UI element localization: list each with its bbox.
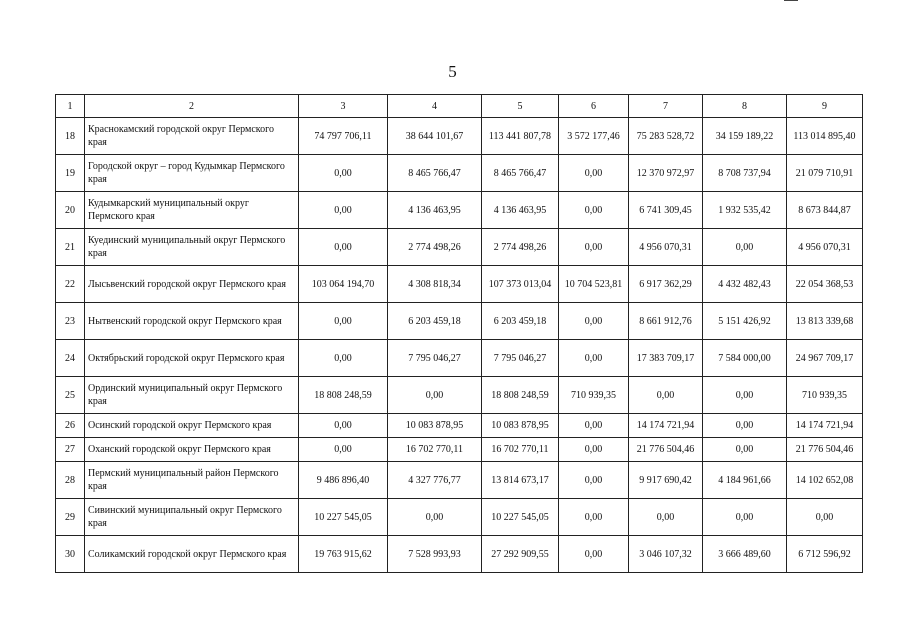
table-row	[56, 536, 863, 573]
value-col-5: 107 373 013,04	[482, 266, 559, 303]
table-row	[56, 462, 863, 499]
value-col-5: 4 136 463,95	[482, 192, 559, 229]
value-col-3: 0,00	[299, 414, 388, 438]
budget-table	[55, 94, 863, 573]
value-col-3: 18 808 248,59	[299, 377, 388, 414]
column-number: 3	[299, 95, 388, 118]
municipality-name: Куединский муниципальный округ Пермского края	[85, 229, 299, 266]
column-number: 4	[388, 95, 482, 118]
value-col-9: 6 712 596,92	[787, 536, 863, 573]
value-col-4: 38 644 101,67	[388, 118, 482, 155]
row-number: 20	[56, 192, 85, 229]
value-col-6: 10 704 523,81	[559, 266, 629, 303]
value-col-9: 4 956 070,31	[787, 229, 863, 266]
value-col-9: 14 102 652,08	[787, 462, 863, 499]
value-col-8: 0,00	[703, 499, 787, 536]
value-col-4: 2 774 498,26	[388, 229, 482, 266]
value-col-8: 7 584 000,00	[703, 340, 787, 377]
table-row	[56, 377, 863, 414]
value-col-5: 13 814 673,17	[482, 462, 559, 499]
table-row	[56, 340, 863, 377]
value-col-4: 8 465 766,47	[388, 155, 482, 192]
value-col-9: 113 014 895,40	[787, 118, 863, 155]
value-col-3: 0,00	[299, 303, 388, 340]
value-col-9: 13 813 339,68	[787, 303, 863, 340]
value-col-3: 0,00	[299, 438, 388, 462]
municipality-name: Городской округ – город Кудымкар Пермского края	[85, 155, 299, 192]
value-col-5: 16 702 770,11	[482, 438, 559, 462]
value-col-9: 8 673 844,87	[787, 192, 863, 229]
value-col-4: 4 308 818,34	[388, 266, 482, 303]
value-col-8: 4 184 961,66	[703, 462, 787, 499]
value-col-6: 0,00	[559, 499, 629, 536]
value-col-8: 0,00	[703, 414, 787, 438]
column-number: 8	[703, 95, 787, 118]
municipality-name: Пермский муниципальный район Пермского края	[85, 462, 299, 499]
table-row	[56, 438, 863, 462]
column-number: 2	[85, 95, 299, 118]
value-col-7: 9 917 690,42	[629, 462, 703, 499]
value-col-9: 0,00	[787, 499, 863, 536]
value-col-5: 27 292 909,55	[482, 536, 559, 573]
column-number: 9	[787, 95, 863, 118]
value-col-8: 34 159 189,22	[703, 118, 787, 155]
value-col-3: 0,00	[299, 340, 388, 377]
value-col-7: 17 383 709,17	[629, 340, 703, 377]
value-col-9: 14 174 721,94	[787, 414, 863, 438]
municipality-name: Осинский городской округ Пермского края	[85, 414, 299, 438]
municipality-name: Лысьвенский городской округ Пермского края	[85, 266, 299, 303]
value-col-5: 113 441 807,78	[482, 118, 559, 155]
value-col-7: 6 917 362,29	[629, 266, 703, 303]
value-col-8: 1 932 535,42	[703, 192, 787, 229]
value-col-3: 103 064 194,70	[299, 266, 388, 303]
column-number-row	[56, 95, 863, 118]
value-col-7: 4 956 070,31	[629, 229, 703, 266]
value-col-9: 21 079 710,91	[787, 155, 863, 192]
value-col-7: 21 776 504,46	[629, 438, 703, 462]
value-col-7: 14 174 721,94	[629, 414, 703, 438]
value-col-7: 8 661 912,76	[629, 303, 703, 340]
row-number: 24	[56, 340, 85, 377]
value-col-6: 0,00	[559, 303, 629, 340]
value-col-6: 0,00	[559, 438, 629, 462]
value-col-4: 4 327 776,77	[388, 462, 482, 499]
value-col-9: 21 776 504,46	[787, 438, 863, 462]
table-row	[56, 303, 863, 340]
value-col-3: 74 797 706,11	[299, 118, 388, 155]
value-col-8: 4 432 482,43	[703, 266, 787, 303]
value-col-6: 0,00	[559, 414, 629, 438]
value-col-4: 7 528 993,93	[388, 536, 482, 573]
value-col-5: 10 227 545,05	[482, 499, 559, 536]
table-row	[56, 192, 863, 229]
municipality-name: Оханский городской округ Пермского края	[85, 438, 299, 462]
municipality-name: Сивинский муниципальный округ Пермского края	[85, 499, 299, 536]
table-row	[56, 229, 863, 266]
value-col-5: 6 203 459,18	[482, 303, 559, 340]
value-col-4: 7 795 046,27	[388, 340, 482, 377]
municipality-name: Соликамский городской округ Пермского края	[85, 536, 299, 573]
table-row	[56, 155, 863, 192]
table-body	[56, 95, 863, 573]
value-col-9: 710 939,35	[787, 377, 863, 414]
value-col-6: 0,00	[559, 192, 629, 229]
value-col-5: 7 795 046,27	[482, 340, 559, 377]
row-number: 28	[56, 462, 85, 499]
row-number: 23	[56, 303, 85, 340]
column-number: 1	[56, 95, 85, 118]
value-col-3: 0,00	[299, 155, 388, 192]
value-col-4: 16 702 770,11	[388, 438, 482, 462]
value-col-6: 3 572 177,46	[559, 118, 629, 155]
value-col-3: 9 486 896,40	[299, 462, 388, 499]
column-number: 7	[629, 95, 703, 118]
municipality-name: Кудымкарский муниципальный округ Пермского края	[85, 192, 299, 229]
value-col-8: 8 708 737,94	[703, 155, 787, 192]
row-number: 21	[56, 229, 85, 266]
value-col-8: 0,00	[703, 377, 787, 414]
value-col-6: 0,00	[559, 536, 629, 573]
value-col-4: 0,00	[388, 377, 482, 414]
value-col-4: 4 136 463,95	[388, 192, 482, 229]
value-col-5: 2 774 498,26	[482, 229, 559, 266]
value-col-3: 0,00	[299, 192, 388, 229]
value-col-7: 12 370 972,97	[629, 155, 703, 192]
row-number: 30	[56, 536, 85, 573]
value-col-7: 6 741 309,45	[629, 192, 703, 229]
top-edge-mark	[784, 0, 798, 1]
value-col-9: 22 054 368,53	[787, 266, 863, 303]
value-col-4: 6 203 459,18	[388, 303, 482, 340]
column-number: 6	[559, 95, 629, 118]
page-number: 5	[448, 62, 457, 81]
table-row	[56, 499, 863, 536]
value-col-8: 3 666 489,60	[703, 536, 787, 573]
column-number: 5	[482, 95, 559, 118]
value-col-9: 24 967 709,17	[787, 340, 863, 377]
value-col-7: 0,00	[629, 499, 703, 536]
row-number: 22	[56, 266, 85, 303]
municipality-name: Октябрьский городской округ Пермского края	[85, 340, 299, 377]
value-col-3: 0,00	[299, 229, 388, 266]
value-col-6: 0,00	[559, 229, 629, 266]
table-row	[56, 266, 863, 303]
value-col-7: 3 046 107,32	[629, 536, 703, 573]
row-number: 18	[56, 118, 85, 155]
value-col-6: 710 939,35	[559, 377, 629, 414]
municipality-name: Нытвенский городской округ Пермского края	[85, 303, 299, 340]
value-col-3: 10 227 545,05	[299, 499, 388, 536]
value-col-6: 0,00	[559, 340, 629, 377]
value-col-8: 0,00	[703, 438, 787, 462]
value-col-5: 10 083 878,95	[482, 414, 559, 438]
value-col-4: 0,00	[388, 499, 482, 536]
value-col-6: 0,00	[559, 462, 629, 499]
row-number: 19	[56, 155, 85, 192]
municipality-name: Краснокамский городской округ Пермского края	[85, 118, 299, 155]
value-col-7: 0,00	[629, 377, 703, 414]
value-col-8: 5 151 426,92	[703, 303, 787, 340]
municipality-name: Ординский муниципальный округ Пермского края	[85, 377, 299, 414]
row-number: 26	[56, 414, 85, 438]
value-col-6: 0,00	[559, 155, 629, 192]
table-row	[56, 414, 863, 438]
value-col-4: 10 083 878,95	[388, 414, 482, 438]
value-col-5: 8 465 766,47	[482, 155, 559, 192]
table-row	[56, 118, 863, 155]
value-col-5: 18 808 248,59	[482, 377, 559, 414]
value-col-3: 19 763 915,62	[299, 536, 388, 573]
row-number: 29	[56, 499, 85, 536]
value-col-8: 0,00	[703, 229, 787, 266]
value-col-7: 75 283 528,72	[629, 118, 703, 155]
row-number: 27	[56, 438, 85, 462]
row-number: 25	[56, 377, 85, 414]
